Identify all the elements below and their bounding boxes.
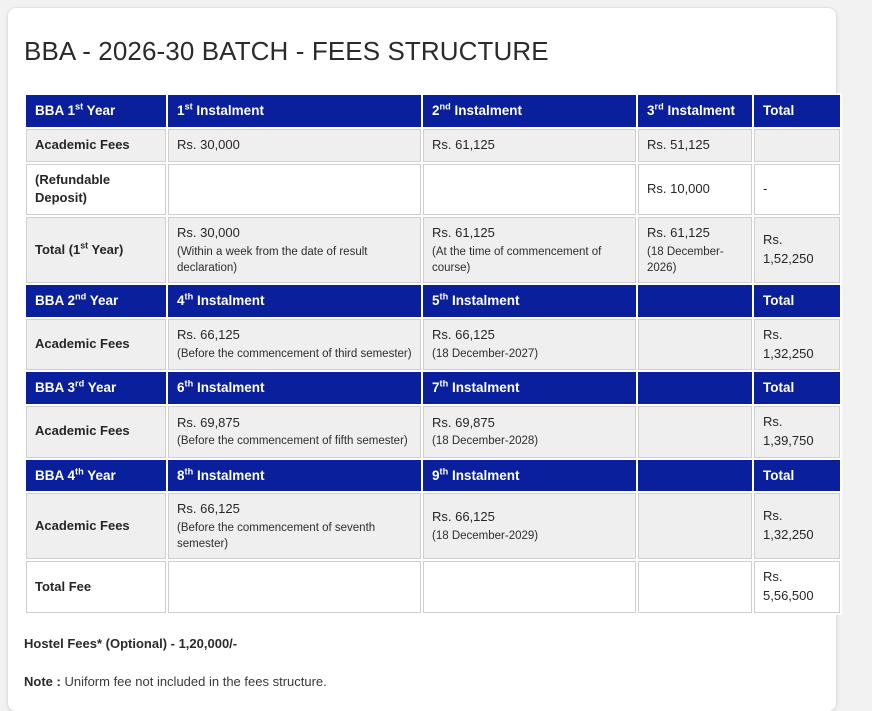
superscript-ordinal: nd — [75, 291, 87, 302]
superscript-ordinal: th — [439, 466, 449, 477]
cell-grand-total-c1 — [168, 561, 421, 613]
cell-subnote: (18 December-2028) — [432, 435, 539, 448]
band-cell-year4-total: Total — [754, 460, 840, 492]
row-label-academic-fees: Academic Fees — [26, 493, 166, 559]
cell-subnote: (Before the commencement of fifth semester) — [177, 435, 408, 448]
table-row-year1-academic-fees — [26, 129, 840, 162]
fees-structure-table — [24, 93, 842, 615]
cell-year1-total-inst3: Rs. 61,125 (18 December-2026) — [638, 217, 752, 283]
cell-year4-academic-inst1: Rs. 66,125 (Before the commencement of seventh semester) — [168, 493, 421, 559]
cell-year4-academic-inst2: Rs. 66,125 (18 December-2029) — [423, 493, 636, 559]
cell-year1-total-inst1: Rs. 30,000 (Within a week from the date of result declaration) — [168, 217, 421, 283]
table-row-year1-refundable-deposit — [26, 164, 840, 216]
cell-year2-academic-inst1: Rs. 66,125 (Before the commencement of third semester) — [168, 319, 421, 371]
superscript-ordinal: th — [184, 466, 194, 477]
band-row-year4 — [26, 460, 840, 492]
superscript-ordinal: rd — [75, 378, 85, 389]
cell-year1-academic-inst2: Rs. 61,125 — [423, 129, 636, 162]
band-cell-year3-inst1: 6th Instalment — [168, 372, 421, 404]
band-cell-year2-total: Total — [754, 285, 840, 317]
fees-structure-card — [8, 8, 836, 711]
band-cell-year2-inst1: 4th Instalment — [168, 285, 421, 317]
band-cell-year1-label: BBA 1st Year — [26, 95, 166, 127]
row-label-academic-fees: Academic Fees — [26, 129, 166, 162]
band-cell-year2-blank — [638, 285, 752, 317]
cell-year4-academic-blank — [638, 493, 752, 559]
band-cell-year1-inst1: 1st Instalment — [168, 95, 421, 127]
cell-year2-academic-total: Rs. 1,32,250 — [754, 319, 840, 371]
hostel-fees-note: Hostel Fees* (Optional) - 1,20,000/- — [24, 635, 238, 651]
band-row-year3 — [26, 372, 840, 404]
band-row-year2 — [26, 285, 840, 317]
band-cell-year1-total: Total — [754, 95, 840, 127]
superscript-ordinal: rd — [654, 101, 664, 112]
row-label-academic-fees: Academic Fees — [26, 406, 166, 458]
superscript-ordinal: th — [184, 291, 194, 302]
cell-year3-academic-blank — [638, 406, 752, 458]
superscript-ordinal: st — [184, 101, 193, 112]
cell-year4-academic-total: Rs. 1,32,250 — [754, 493, 840, 559]
cell-year1-deposit-inst3: Rs. 10,000 — [638, 164, 752, 216]
note-text: Uniform fee not included in the fees structure. — [60, 673, 327, 689]
cell-subnote: (18 December-2026) — [647, 246, 724, 274]
cell-year2-academic-blank — [638, 319, 752, 371]
cell-subnote: (Before the commencement of seventh semester) — [177, 522, 376, 550]
cell-year1-academic-inst1: Rs. 30,000 — [168, 129, 421, 162]
note-label: Note : — [24, 673, 61, 689]
cell-year3-academic-inst1: Rs. 69,875 (Before the commencement of fifth semester) — [168, 406, 421, 458]
table-row-grand-total — [26, 561, 840, 613]
cell-year1-total-amount: Rs. 1,52,250 — [754, 217, 840, 283]
superscript-ordinal: th — [439, 378, 449, 389]
table-row-year4-academic-fees — [26, 493, 840, 559]
cell-subnote: (18 December-2027) — [432, 348, 539, 361]
cell-subnote: (Before the commencement of third semester) — [177, 348, 412, 361]
row-label-year1-total: Total (1st Year) — [26, 217, 166, 283]
superscript-ordinal: th — [75, 466, 84, 477]
band-cell-year1-inst2: 2nd Instalment — [423, 95, 636, 127]
cell-grand-total-c2 — [423, 561, 636, 613]
row-label-refundable-deposit: (Refundable Deposit) — [26, 164, 166, 216]
superscript-ordinal: nd — [439, 101, 451, 112]
row-label-academic-fees: Academic Fees — [26, 319, 166, 371]
table-row-year3-academic-fees — [26, 406, 840, 458]
band-cell-year3-total: Total — [754, 372, 840, 404]
cell-year1-deposit-inst1 — [168, 164, 421, 216]
band-cell-year3-label: BBA 3rd Year — [26, 372, 166, 404]
cell-grand-total-amount: Rs. 5,56,500 — [754, 561, 840, 613]
superscript-ordinal: st — [80, 240, 89, 251]
table-row-year1-total — [26, 217, 840, 283]
cell-year1-deposit-inst2 — [423, 164, 636, 216]
row-label-total-fee: Total Fee — [26, 561, 166, 613]
cell-subnote: (18 December-2029) — [432, 529, 539, 542]
superscript-ordinal: th — [184, 378, 194, 389]
superscript-ordinal: st — [75, 101, 84, 112]
superscript-ordinal: th — [439, 291, 449, 302]
band-cell-year4-blank — [638, 460, 752, 492]
band-cell-year4-inst1: 8th Instalment — [168, 460, 421, 492]
cell-subnote: (At the time of commencement of course) — [432, 246, 602, 274]
footer-notes — [8, 615, 836, 691]
band-cell-year2-inst2: 5th Instalment — [423, 285, 636, 317]
band-cell-year1-inst3: 3rd Instalment — [638, 95, 752, 127]
fees-table-container — [8, 67, 836, 615]
band-row-year1 — [26, 95, 840, 127]
table-row-year2-academic-fees — [26, 319, 840, 371]
cell-subnote: (Within a week from the date of result declaration) — [177, 246, 368, 274]
band-cell-year4-label: BBA 4th Year — [26, 460, 166, 492]
cell-year2-academic-inst2: Rs. 66,125 (18 December-2027) — [423, 319, 636, 371]
band-cell-year3-inst2: 7th Instalment — [423, 372, 636, 404]
cell-year1-academic-total — [754, 129, 840, 162]
band-cell-year2-label: BBA 2nd Year — [26, 285, 166, 317]
page-title: BBA - 2026-30 BATCH - FEES STRUCTURE — [24, 36, 549, 66]
cell-grand-total-c3 — [638, 561, 752, 613]
cell-year1-total-inst2: Rs. 61,125 (At the time of commencement of course) — [423, 217, 636, 283]
cell-year3-academic-total: Rs. 1,39,750 — [754, 406, 840, 458]
cell-year1-academic-inst3: Rs. 51,125 — [638, 129, 752, 162]
band-cell-year3-blank — [638, 372, 752, 404]
band-cell-year4-inst2: 9th Instalment — [423, 460, 636, 492]
uniform-fee-note — [24, 673, 836, 691]
cell-year1-deposit-total: - — [754, 164, 840, 216]
cell-year3-academic-inst2: Rs. 69,875 (18 December-2028) — [423, 406, 636, 458]
